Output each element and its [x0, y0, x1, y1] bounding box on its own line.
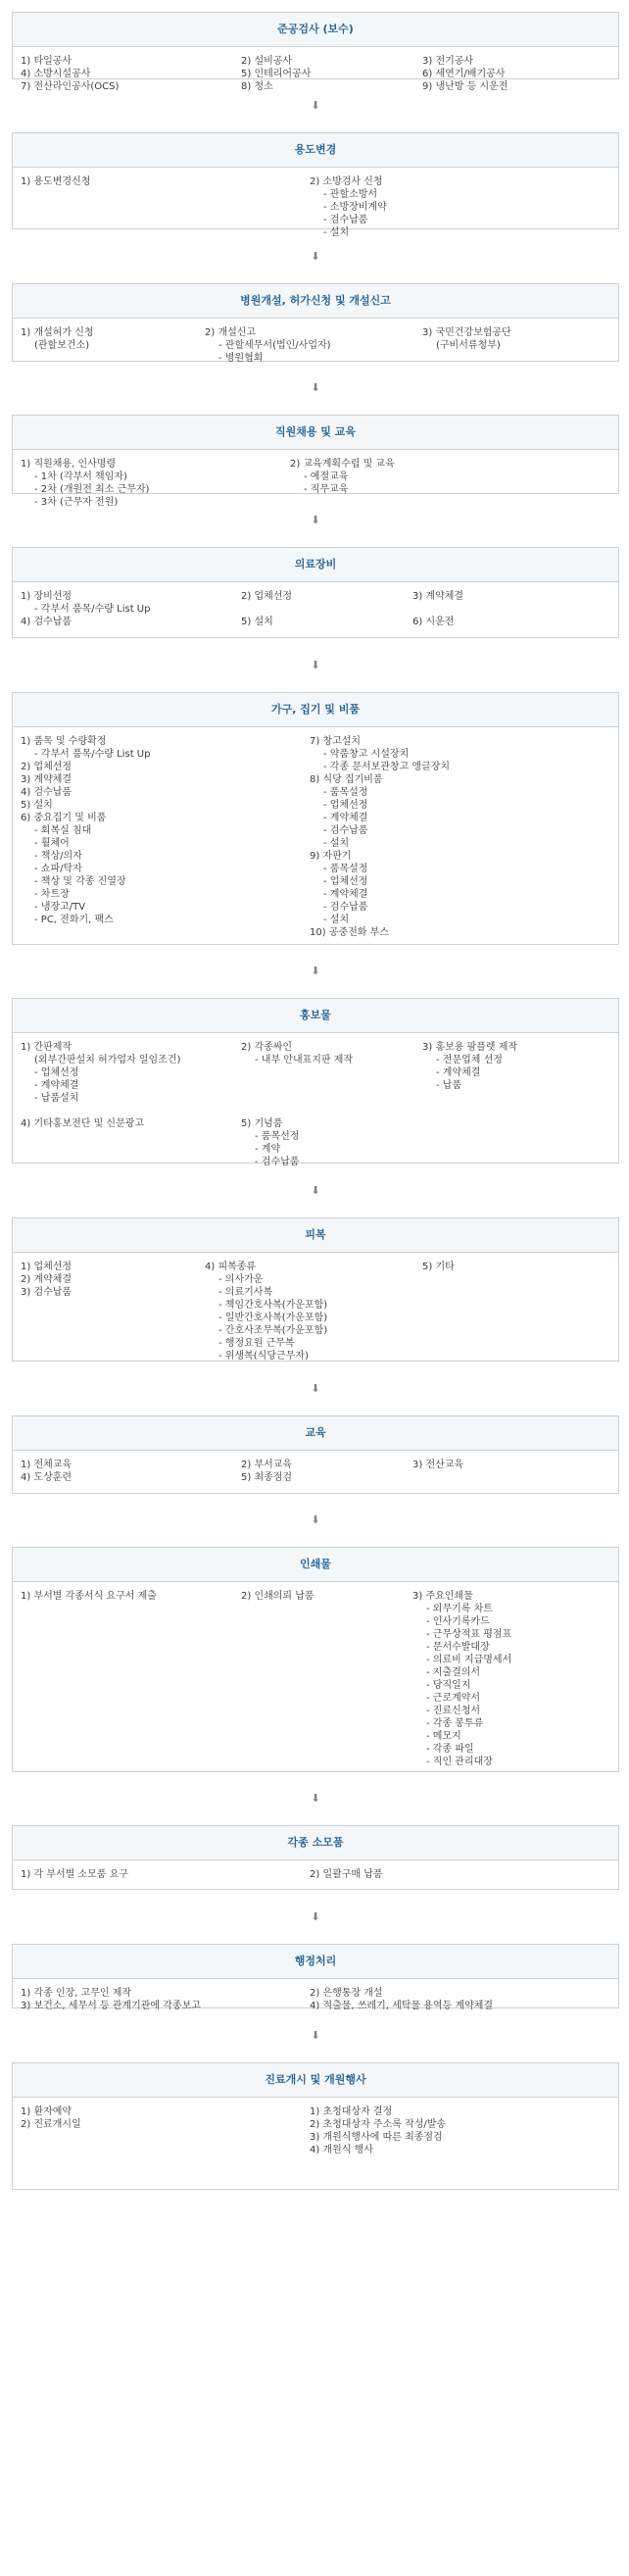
sub-item: - 2차 (개원전 최소 근무자)	[34, 484, 150, 495]
list-item: 2) 각종싸인	[241, 1042, 293, 1053]
sub-item: - 납품설치	[34, 1093, 79, 1104]
list-item: 2) 교육계획수립 및 교육	[290, 459, 395, 470]
section-title: 각종 소모품	[13, 1826, 618, 1860]
list-item: 7) 창고설치	[310, 736, 362, 747]
sub-item: - 근로계약서	[426, 1693, 481, 1704]
list-item: 5) 최종점검	[241, 1472, 293, 1483]
sub-item: - 차트장	[34, 889, 70, 900]
down-arrow-icon: ⬇	[311, 2028, 320, 2042]
sub-item: - 예절교육	[304, 471, 349, 482]
list-item: 2) 설비공사	[241, 56, 293, 67]
section-box	[12, 1944, 619, 2011]
sub-item: (구비서류청부)	[436, 340, 501, 351]
sub-item: - 책임간호사복(가운포함)	[218, 1300, 328, 1311]
sub-item: - 소방장비계약	[323, 202, 387, 213]
sub-item: - 외무기록 차트	[426, 1604, 493, 1614]
section-box	[12, 1547, 619, 1772]
list-item: 2) 업체선정	[21, 762, 73, 772]
sub-item: - 계약체결	[323, 813, 368, 823]
list-item: 1) 장비선정	[21, 591, 73, 602]
list-item: 3) 보건소, 세무서 등 관계기관에 각종보고	[21, 2001, 201, 2011]
sub-item: - 품목설정	[323, 864, 368, 874]
sub-item: - 설치	[323, 838, 350, 849]
sub-item: - 설치	[323, 915, 350, 925]
list-item: 8) 청소	[241, 81, 273, 92]
list-item: 8) 식당 집기비품	[310, 774, 383, 785]
down-arrow-icon: ⬇	[311, 1513, 320, 1526]
section-title: 홍보물	[13, 999, 618, 1033]
list-item: 1) 간판제작	[21, 1042, 73, 1053]
section-box	[12, 692, 619, 945]
list-item: 1) 용도변경신청	[21, 176, 91, 187]
list-item: 7) 전산라인공사(OCS)	[21, 81, 120, 92]
sub-item: - 업체선정	[34, 1067, 79, 1078]
sub-item: - 계약체결	[436, 1067, 481, 1078]
list-item: 3) 계약체결	[412, 591, 464, 602]
sub-item: - 검수납품	[323, 902, 368, 913]
section-title: 인쇄물	[13, 1548, 618, 1582]
list-item: 2) 소방검사 신청	[310, 176, 383, 187]
down-arrow-icon: ⬇	[311, 1792, 320, 1805]
list-item: 9) 자판기	[310, 851, 352, 862]
section-box	[12, 415, 619, 508]
list-item: 4) 소방시설공사	[21, 69, 91, 79]
section-box	[12, 1825, 619, 1890]
list-item: 3) 전산교육	[412, 1460, 464, 1470]
sub-item: (외부간판설치 허가업자 일임조건)	[34, 1055, 181, 1065]
sub-item: - 책상/의자	[34, 851, 82, 862]
sub-item: - 품목설정	[323, 787, 368, 798]
section-title: 준공검사 (보수)	[13, 13, 618, 47]
section-box	[12, 132, 619, 238]
list-item: 4) 피복종류	[205, 1262, 257, 1272]
sub-item: - 품목선정	[255, 1131, 300, 1142]
sub-item: - 계약	[255, 1144, 281, 1155]
list-item: 1) 품목 및 수량확정	[21, 736, 107, 747]
down-arrow-icon: ⬇	[311, 99, 320, 112]
sub-item: - 냉장고/TV	[34, 902, 86, 913]
sub-item: (관할보건소)	[34, 340, 90, 351]
section-box	[12, 1415, 619, 1494]
list-item: 6) 중요집기 및 비품	[21, 813, 107, 823]
sub-item: - 내부 안내표지판 제작	[255, 1055, 354, 1065]
list-item: 4) 적출물, 쓰레기, 세탁물 용역등 계약체결	[310, 2001, 494, 2011]
sub-item: - 각종 문서보관창고 앵글장치	[323, 762, 451, 772]
list-item: 2) 초청대상자 주소록 작성/발송	[310, 2119, 447, 2130]
sub-item: - 행정요원 근무복	[218, 1338, 295, 1349]
list-item: 1) 각종 인장, 고무인 제작	[21, 1988, 132, 1999]
down-arrow-icon: ⬇	[311, 381, 320, 394]
sub-item: - 의사가운	[218, 1274, 264, 1285]
sub-item: - 일반간호사복(가운포함)	[218, 1313, 328, 1323]
list-item: 2) 일괄구매 납품	[310, 1869, 383, 1880]
sub-item: - 문서수발대장	[426, 1642, 490, 1653]
list-item: 2) 인쇄의뢰 납품	[241, 1591, 314, 1602]
list-item: 3) 전기공사	[422, 56, 474, 67]
sub-item: - 계약체결	[323, 889, 368, 900]
list-item: 5) 기념품	[241, 1118, 283, 1129]
sub-item: - 각종 파일	[426, 1744, 474, 1755]
sub-item: - 검수납품	[323, 825, 368, 836]
sub-item: - 관할세무서(법인/사업자)	[218, 340, 331, 351]
sub-item: - 쇼파/탁자	[34, 864, 82, 874]
section-box	[12, 283, 619, 362]
sub-item: - 지출결의서	[426, 1667, 481, 1678]
section-title: 용도변경	[13, 133, 618, 168]
sub-item: - 각부서 품목/수량 List Up	[34, 749, 151, 760]
list-item: 1) 타일공사	[21, 56, 73, 67]
section-title: 행정처리	[13, 1945, 618, 1979]
section-title: 가구, 집기 및 비품	[13, 693, 618, 727]
sub-item: - 회복실 침대	[34, 825, 92, 836]
sub-item: - 직무교육	[304, 484, 349, 495]
section-title: 직원채용 및 교육	[13, 416, 618, 450]
sub-item: - 메모지	[426, 1731, 461, 1742]
sub-item: - 계약체결	[34, 1080, 79, 1091]
sub-item: - 진료신청서	[426, 1706, 481, 1716]
sub-item: - 병원협회	[218, 353, 264, 364]
list-item: 5) 설치	[241, 617, 273, 627]
list-item: 3) 개원식행사에 따른 최종점검	[310, 2132, 443, 2143]
list-item: 4) 검수납품	[21, 787, 73, 798]
list-item: 4) 기타홍보전단 및 신문광고	[21, 1118, 145, 1129]
sub-item: - 3차 (근무자 전원)	[34, 497, 119, 508]
sub-item: - PC, 전화기, 팩스	[34, 915, 114, 925]
section-box	[12, 998, 619, 1167]
sub-item: - 의료비 지급명세서	[426, 1655, 512, 1665]
sub-item: - 검수납품	[255, 1157, 300, 1167]
list-item: 6) 시운전	[412, 617, 455, 627]
list-item: 3) 주요인쇄물	[412, 1591, 473, 1602]
sub-item: - 직인 관리대장	[426, 1757, 493, 1767]
sub-item: - 납품	[436, 1080, 462, 1091]
list-item: 10) 공중전화 부스	[310, 927, 389, 938]
sub-item: - 의료기사복	[218, 1287, 273, 1298]
section-title: 피복	[13, 1218, 618, 1253]
list-item: 2) 계약체결	[21, 1274, 73, 1285]
section-box	[12, 2062, 619, 2190]
sub-item: - 1차 (각부서 책임자)	[34, 471, 127, 482]
list-item: 2) 개설신고	[205, 327, 257, 338]
down-arrow-icon: ⬇	[311, 249, 320, 263]
sub-item: - 설치	[323, 227, 350, 238]
sub-item: - 업체선정	[323, 876, 368, 887]
list-item: 2) 업체선정	[241, 591, 293, 602]
list-item: 6) 세연기/배기공사	[422, 69, 506, 79]
section-title: 병원개설, 허가신청 및 개설신고	[13, 284, 618, 319]
list-item: 2) 은행통장 개설	[310, 1988, 383, 1999]
sub-item: - 간호사조무복(가운포함)	[218, 1325, 328, 1336]
list-item: 2) 진료개시일	[21, 2119, 81, 2130]
section-box	[12, 547, 619, 638]
list-item: 3) 계약체결	[21, 774, 73, 785]
list-item: 3) 검수납품	[21, 1287, 73, 1298]
list-item: 2) 부서교육	[241, 1460, 293, 1470]
section-box	[12, 12, 619, 92]
sub-item: - 각부서 품목/수량 List Up	[34, 604, 151, 615]
sub-item: - 위생복(식당근무자)	[218, 1351, 309, 1362]
list-item: 1) 전체교육	[21, 1460, 73, 1470]
sub-item: - 관할소방서	[323, 189, 378, 200]
sub-item: - 전문업체 선정	[436, 1055, 503, 1065]
list-item: 1) 초청대상자 결정	[310, 2106, 393, 2117]
list-item: 9) 냉난방 등 시운전	[422, 81, 508, 92]
list-item: 5) 기타	[422, 1262, 455, 1272]
list-item: 4) 도상훈련	[21, 1472, 73, 1483]
list-item: 5) 설치	[21, 800, 53, 811]
section-title: 교육	[13, 1416, 618, 1451]
sub-item: - 검수납품	[323, 215, 368, 225]
down-arrow-icon: ⬇	[311, 1183, 320, 1197]
down-arrow-icon: ⬇	[311, 965, 320, 977]
section-title: 의료장비	[13, 548, 618, 582]
list-item: 4) 검수납품	[21, 617, 73, 627]
sub-item: - 책상 및 각종 진열장	[34, 876, 126, 887]
list-item: 1) 각 부서별 소모품 요구	[21, 1869, 128, 1880]
down-arrow-icon: ⬇	[311, 1909, 320, 1923]
down-arrow-icon: ⬇	[311, 514, 320, 526]
sub-item: - 각종 봉투류	[426, 1718, 484, 1729]
list-item: 1) 부서별 각종서식 요구서 제출	[21, 1591, 157, 1602]
list-item: 3) 홍보용 팜플렛 제작	[422, 1042, 518, 1053]
list-item: 1) 개설허가 신청	[21, 327, 94, 338]
list-item: 1) 환자예약	[21, 2106, 73, 2117]
sub-item: - 약품창고 시설장치	[323, 749, 410, 760]
sub-item: - 휠체어	[34, 838, 70, 849]
list-item: 5) 인테리어공사	[241, 69, 312, 79]
list-item: 4) 개원식 행사	[310, 2145, 373, 2155]
section-box	[12, 1217, 619, 1362]
down-arrow-icon: ⬇	[311, 658, 320, 671]
sub-item: - 근무상적표 평점표	[426, 1629, 512, 1640]
list-item: 3) 국민건강보험공단	[422, 327, 511, 338]
down-arrow-icon: ⬇	[311, 1381, 320, 1395]
section-title: 진료개시 및 개원행사	[13, 2063, 618, 2098]
list-item: 1) 직원채용, 인사명령	[21, 459, 117, 470]
sub-item: - 인사기록카드	[426, 1616, 490, 1627]
sub-item: - 업체선정	[323, 800, 368, 811]
sub-item: - 당직일지	[426, 1680, 471, 1691]
list-item: 1) 업체선정	[21, 1262, 73, 1272]
